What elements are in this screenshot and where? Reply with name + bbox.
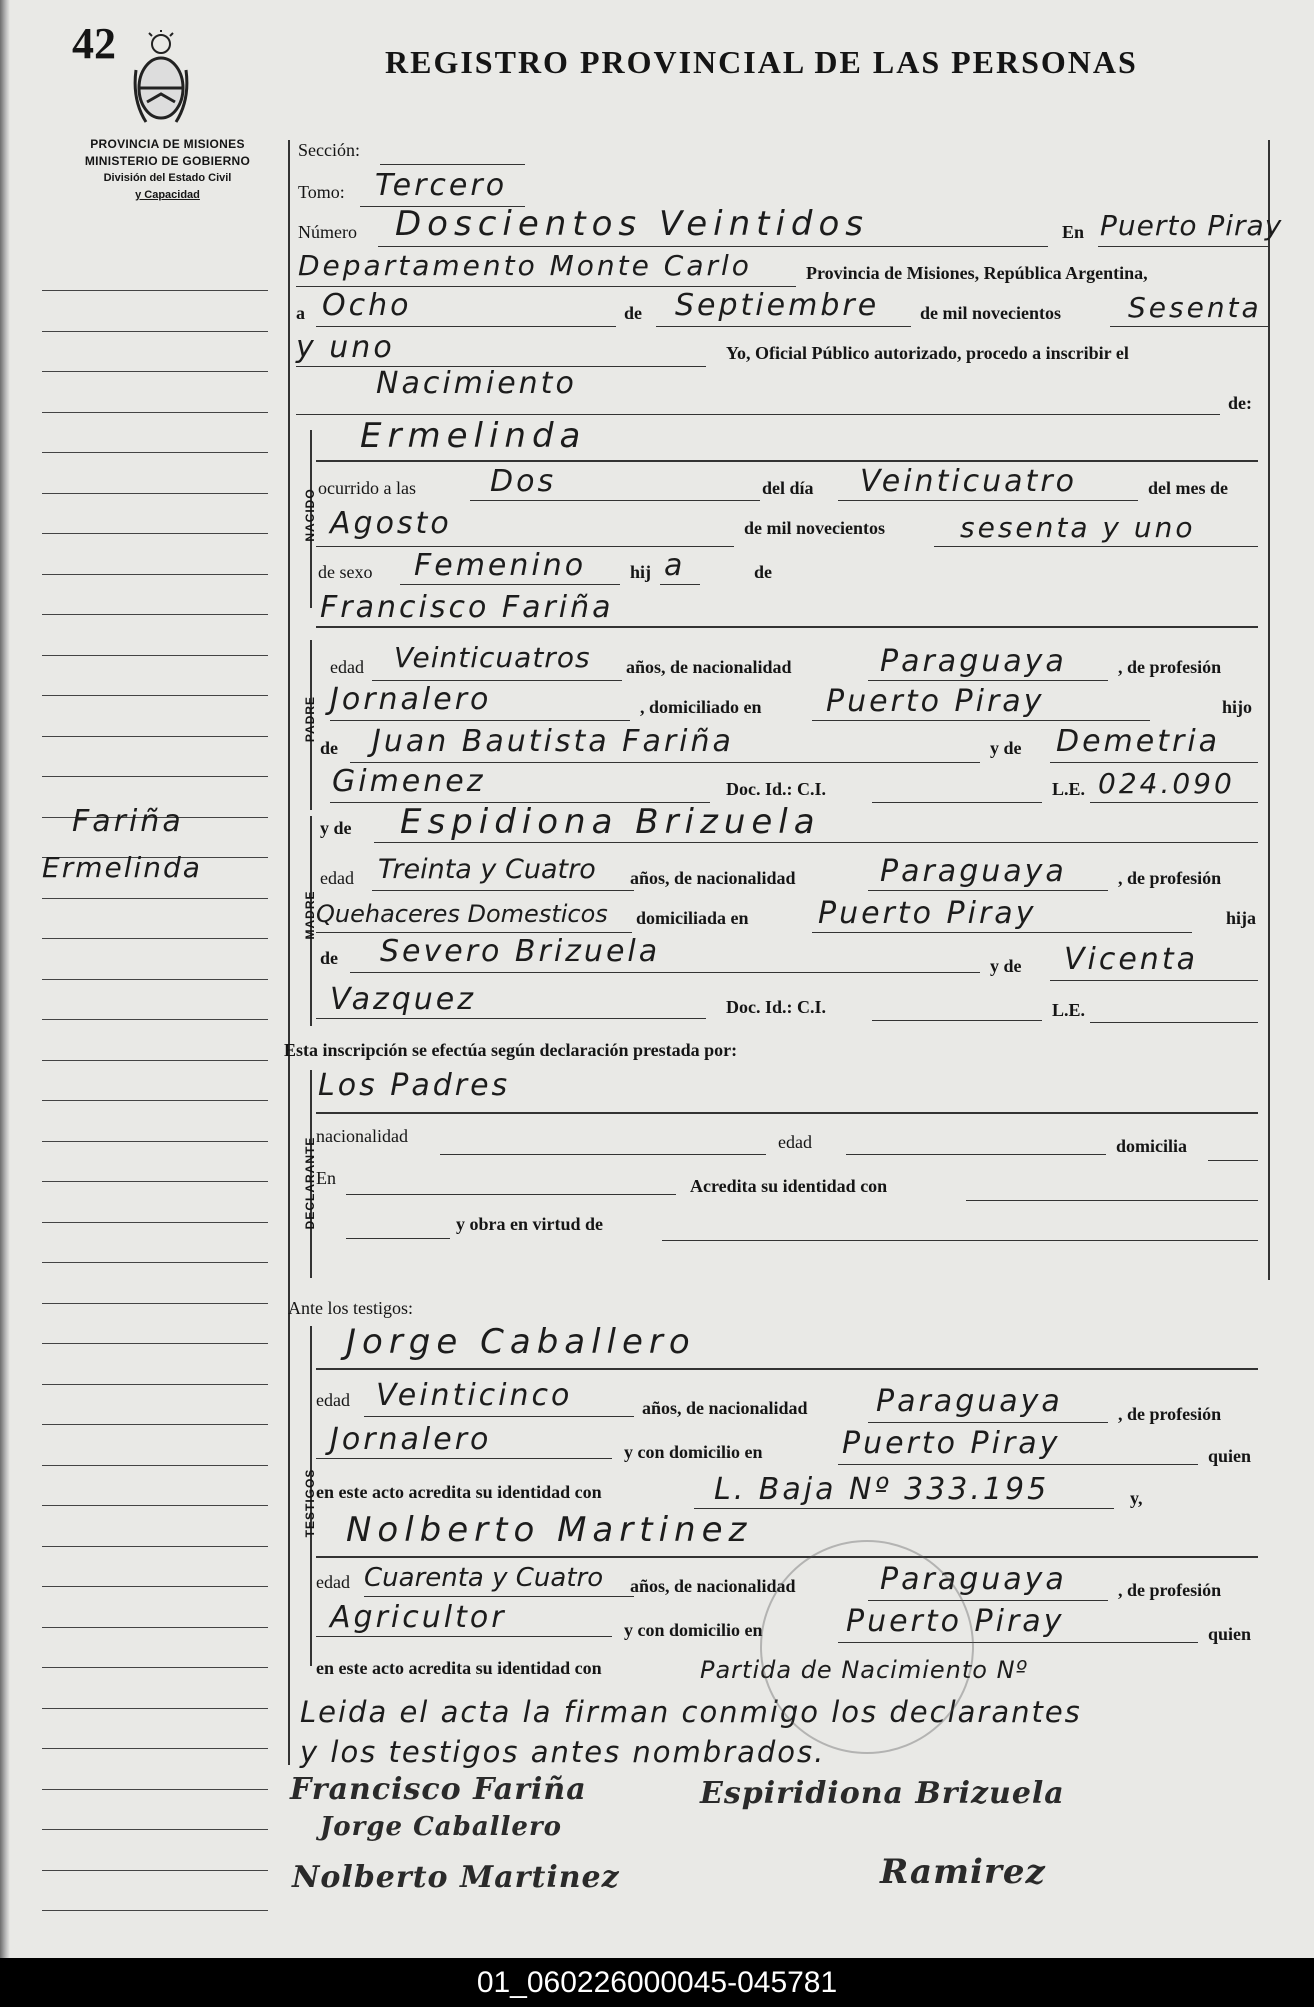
t1-edad-line (364, 1416, 634, 1417)
mes-line (656, 326, 911, 327)
section-nacido: NACIDO (303, 488, 317, 542)
label-de-madre: de (320, 948, 338, 968)
madre-nombre-line (374, 842, 1258, 843)
departamento-line (296, 286, 796, 287)
label-obra: y obra en virtud de (456, 1214, 604, 1234)
label-domicilio-t2: y con domicilio en (624, 1620, 763, 1640)
decl-nac-line (440, 1154, 766, 1155)
mes-value: Septiembre (675, 288, 880, 323)
label-hijo: hijo (1222, 697, 1253, 717)
label-edad-madre: edad (320, 868, 354, 888)
signature-madre: Espiridiona Brizuela (700, 1776, 1065, 1811)
t2-prof-line (316, 1636, 612, 1637)
margin-rule-line (42, 493, 268, 494)
padre-le-line (1090, 802, 1258, 803)
label-domicilia: domicilia (1116, 1136, 1187, 1156)
margin-rule-line (42, 1546, 268, 1547)
margin-rule-line (42, 1222, 268, 1223)
label-a: a (296, 303, 305, 323)
decl-en-line (346, 1194, 676, 1195)
padre-nombre-line (316, 626, 1258, 628)
label-le-madre: L.E. (1052, 1000, 1086, 1020)
t1-prof-line (316, 1458, 612, 1459)
org-ministry: MINISTERIO DE GOBIERNO (84, 154, 251, 168)
t1-dom-line (838, 1464, 1198, 1465)
padre-profesion: Jornalero (330, 682, 492, 717)
margin-rule-line (42, 1019, 268, 1020)
margin-rule-line (42, 1465, 268, 1466)
label-doc-padre: Doc. Id.: C.I. (726, 779, 827, 799)
margin-rule-line (42, 1505, 268, 1506)
label-de-2: de (754, 562, 772, 582)
section-declarante: DECLARANTE (303, 1136, 317, 1230)
madre-nacionalidad: Paraguaya (880, 854, 1067, 889)
org-division-2: y Capacidad (135, 189, 200, 201)
label-domiciliada: domiciliada en (636, 908, 749, 928)
label-profesion-t2: , de profesión (1118, 1580, 1222, 1600)
anio-line (1110, 326, 1268, 327)
label-del-dia: del día (762, 478, 814, 498)
section-padre: PADRE (303, 695, 317, 743)
padre-le: 024.090 (1098, 767, 1235, 800)
nombre-value: Ermelinda (360, 416, 587, 456)
margin-rule-line (42, 1384, 268, 1385)
label-de: de (624, 303, 642, 323)
numero-value: Doscientos Veintidos (395, 204, 870, 244)
padre-madre-a: Demetria (1056, 724, 1221, 759)
org-division: División del Estado Civil (103, 172, 232, 184)
seccion-line (380, 164, 525, 165)
anio-value-a: Sesenta (1128, 291, 1262, 324)
hora-value: Dos (490, 464, 557, 499)
testigo1-nombre: Jorge Caballero (346, 1322, 696, 1362)
abuela-m-line-2 (316, 1018, 706, 1019)
section-testigos: TESTIGOS (303, 1468, 317, 1538)
margin-rule-line (42, 776, 268, 777)
decl-acredita-line (966, 1200, 1258, 1201)
main-column-rule (288, 140, 290, 1765)
padre-padre: Juan Bautista Fariña (372, 724, 734, 759)
label-doc-madre: Doc. Id.: C.I. (726, 997, 827, 1017)
margin-rule-line (42, 412, 268, 413)
testigo2-nombre: Nolberto Martinez (346, 1510, 753, 1550)
label-del-mes: del mes de (1148, 478, 1228, 498)
signature-testigo2: Nolberto Martinez (292, 1860, 620, 1895)
padre-nac-line (868, 680, 1108, 681)
madre-ci-line (872, 1020, 1042, 1021)
testigo1-nombre-line (316, 1368, 1258, 1370)
label-yo-oficial: Yo, Oficial Público autorizado, procedo a inscribir el (726, 343, 1129, 363)
hij-line (660, 584, 700, 585)
margin-rule-line (42, 1667, 268, 1668)
label-seccion: Sección: (298, 140, 360, 160)
margin-rule-line (42, 1141, 268, 1142)
madre-profesion: Quehaceres Domesticos (316, 900, 608, 928)
margin-rule-line (42, 574, 268, 575)
section-madre: MADRE (303, 890, 317, 940)
padre-nombre: Francisco Fariña (320, 590, 614, 625)
label-anos-madre: años, de nacionalidad (630, 868, 796, 888)
sexo-line (400, 584, 620, 585)
margin-rule-line (42, 331, 268, 332)
testigo1-identidad: L. Baja Nº 333.195 (714, 1472, 1050, 1507)
signature-testigo1: Jorge Caballero (320, 1812, 563, 1842)
label-hij: hij (630, 562, 652, 582)
decl-dom-line (1208, 1160, 1258, 1161)
anio-nac-value: sesenta y uno (960, 511, 1196, 544)
madre-le-line (1090, 1022, 1258, 1023)
label-ocurrido: ocurrido a las (318, 478, 416, 498)
testigo2-edad: Cuarenta y Cuatro (364, 1563, 604, 1593)
label-quien-t1: quien (1208, 1446, 1252, 1466)
decl-obra-line-a (346, 1238, 450, 1239)
testigo2-profesion: Agricultor (330, 1600, 507, 1635)
testigo1-edad: Veinticinco (376, 1378, 573, 1413)
label-edad-decl: edad (778, 1132, 812, 1152)
madre-nombre: Espidiona Brizuela (400, 802, 821, 842)
margin-rule-line (42, 736, 268, 737)
label-en: En (1062, 222, 1085, 242)
dia-nac-value: Veinticuatro (860, 464, 1078, 499)
dia-value: Ocho (322, 288, 412, 323)
margin-rule-line (42, 1303, 268, 1304)
label-numero: Número (298, 222, 357, 242)
label-domicilio-t1: y con domicilio en (624, 1442, 763, 1462)
madre-madre-a: Vicenta (1064, 942, 1198, 977)
decl-obra-line (662, 1240, 1258, 1241)
margin-rule-line (42, 1870, 268, 1871)
label-nacionalidad-decl: nacionalidad (316, 1126, 408, 1146)
label-mil-novecientos-2: de mil novecientos (744, 518, 885, 538)
declarante-line (316, 1112, 1258, 1114)
label-anos-padre: años, de nacionalidad (626, 657, 792, 677)
madre-domicilio: Puerto Piray (818, 896, 1037, 931)
madre-madre-b: Vazquez (330, 982, 476, 1017)
margin-rule-line (42, 1910, 268, 1911)
signature-padre: Francisco Fariña (290, 1772, 587, 1807)
label-edad-t2: edad (316, 1572, 350, 1592)
padre-dom-line (812, 720, 1150, 721)
margin-rule-line (42, 371, 268, 372)
label-profesion-padre: , de profesión (1118, 657, 1222, 677)
margin-rule-line (42, 452, 268, 453)
label-hija: hija (1226, 908, 1257, 928)
label-anos-t1: años, de nacionalidad (642, 1398, 808, 1418)
margin-rule-line (42, 938, 268, 939)
label-le-padre: L.E. (1052, 779, 1086, 799)
nombre-line (316, 460, 1258, 462)
madre-edad-line (372, 890, 634, 891)
label-de-sexo: de sexo (318, 562, 373, 582)
page-binding-edge (0, 0, 10, 1958)
tomo-value: Tercero (375, 168, 508, 203)
label-anos-t2: años, de nacionalidad (630, 1576, 796, 1596)
mes-nac-line (316, 546, 734, 547)
testigo2-nombre-line (316, 1556, 1258, 1558)
madre-edad: Treinta y Cuatro (378, 854, 596, 885)
sexo-value: Femenino (414, 548, 587, 583)
margin-rule-line (42, 1708, 268, 1709)
right-column-rule (1268, 140, 1270, 1280)
dia-nac-line (838, 500, 1138, 501)
padre-domicilio: Puerto Piray (826, 684, 1045, 719)
org-province: PROVINCIA DE MISIONES (90, 137, 245, 151)
margin-rule-line (42, 979, 268, 980)
departamento-value: Departamento Monte Carlo (298, 249, 752, 282)
declarante-nombre: Los Padres (318, 1068, 511, 1103)
label-edad-t1: edad (316, 1390, 350, 1410)
label-y-comma: y, (1130, 1488, 1143, 1508)
padre-ci-line (872, 802, 1042, 803)
margin-rule-line (42, 1829, 268, 1830)
padre-madre-b: Gimenez (332, 764, 486, 799)
padre-prof-line (330, 720, 630, 721)
madre-dom-line (812, 932, 1192, 933)
label-ante-testigos: Ante los testigos: (288, 1298, 413, 1318)
madre-nac-line (868, 890, 1108, 891)
label-en-decl: En (316, 1168, 336, 1188)
margin-rule-line (42, 1262, 268, 1263)
margin-rule-line (42, 695, 268, 696)
testigo1-domicilio: Puerto Piray (842, 1426, 1061, 1461)
image-id-footer: 01_060226000045-045781 (0, 1958, 1314, 2007)
label-y-de-madre-2: y de (990, 956, 1022, 976)
anio-value-b: y uno (296, 330, 395, 365)
lugar-line (1098, 246, 1268, 247)
margin-note-surname: Fariña (72, 804, 184, 839)
coat-of-arms-icon (132, 30, 190, 130)
closing-line-2: y los testigos antes nombrados. (300, 1735, 826, 1769)
issuing-office (60, 136, 275, 204)
margin-rule-line (42, 614, 268, 615)
decl-edad-line (846, 1154, 1106, 1155)
margin-rule-line (42, 1424, 268, 1425)
testigo2-domicilio: Puerto Piray (846, 1604, 1065, 1639)
margin-rule-line (42, 655, 268, 656)
margin-rule-line (42, 1100, 268, 1101)
label-acredita: Acredita su identidad con (690, 1176, 888, 1196)
testigo2-nacionalidad: Paraguaya (880, 1562, 1067, 1597)
testigo2-identidad: Partida de Nacimiento Nº (700, 1656, 1028, 1684)
mes-nac-value: Agosto (330, 506, 452, 541)
margin-rule-line (42, 898, 268, 899)
margin-note-name: Ermelinda (42, 851, 202, 884)
testigo1-nacionalidad: Paraguaya (876, 1384, 1063, 1419)
margin-rule-line (42, 533, 268, 534)
label-en-este-acto-t2: en este acto acredita su identidad con (316, 1658, 602, 1678)
padre-edad: Veinticuatros (394, 641, 591, 674)
dia-line (316, 326, 616, 327)
label-de-colon: de: (1228, 393, 1252, 413)
margin-rule-line (42, 1586, 268, 1587)
label-de-padre: de (320, 738, 338, 758)
margin-rule-line (42, 1627, 268, 1628)
abuela-m-line (1050, 980, 1258, 981)
margin-rule-line (42, 1343, 268, 1344)
abuelo-p-line (350, 762, 980, 763)
label-en-este-acto-t1: en este acto acredita su identidad con (316, 1482, 602, 1502)
anio-nac-line (934, 546, 1258, 547)
label-profesion-madre: , de profesión (1118, 868, 1222, 888)
numero-line (378, 246, 1048, 247)
label-y-de-madre: y de (320, 818, 352, 838)
margin-rule-line (42, 1060, 268, 1061)
sheet-number: 42 (72, 19, 116, 68)
margin-rule-line (42, 1748, 268, 1749)
page-title: REGISTRO PROVINCIAL DE LAS PERSONAS (385, 44, 1138, 80)
abuelo-m-line (350, 972, 980, 973)
margin-rule-line (42, 1789, 268, 1790)
label-tomo: Tomo: (298, 182, 345, 202)
t2-edad-line (364, 1596, 634, 1597)
hij-suffix: a (664, 548, 686, 583)
lugar-value: Puerto Piray (1100, 209, 1283, 242)
margin-rule-line (42, 1181, 268, 1182)
closing-line-1: Leida el acta la firman conmigo los declarantes (300, 1695, 1082, 1729)
label-esta-inscripcion: Esta inscripción se efectúa según declaración prestada por: (284, 1040, 738, 1060)
madre-padre: Severo Brizuela (380, 934, 661, 969)
label-edad-padre: edad (330, 657, 364, 677)
padre-edad-line (372, 680, 622, 681)
t1-nac-line (868, 1422, 1108, 1423)
hora-line (470, 500, 760, 501)
label-provincia: Provincia de Misiones, República Argentina, (806, 263, 1148, 283)
label-mil-novecientos: de mil novecientos (920, 303, 1061, 323)
t1-id-line (694, 1508, 1114, 1509)
testigo1-profesion: Jornalero (330, 1422, 492, 1457)
official-stamp (760, 1540, 974, 1754)
madre-prof-line (316, 932, 632, 933)
label-domiciliado: , domiciliado en (640, 697, 762, 717)
label-profesion-t1: , de profesión (1118, 1404, 1222, 1424)
padre-nacionalidad: Paraguaya (880, 644, 1067, 679)
label-quien-t2: quien (1208, 1624, 1252, 1644)
abuela-p-line (1050, 762, 1258, 763)
margin-rule-line (42, 290, 268, 291)
signature-oficial: Ramirez (880, 1852, 1046, 1892)
acto-value: Nacimiento (376, 366, 577, 401)
acto-line (296, 414, 1220, 415)
label-y-de-padre: y de (990, 738, 1022, 758)
